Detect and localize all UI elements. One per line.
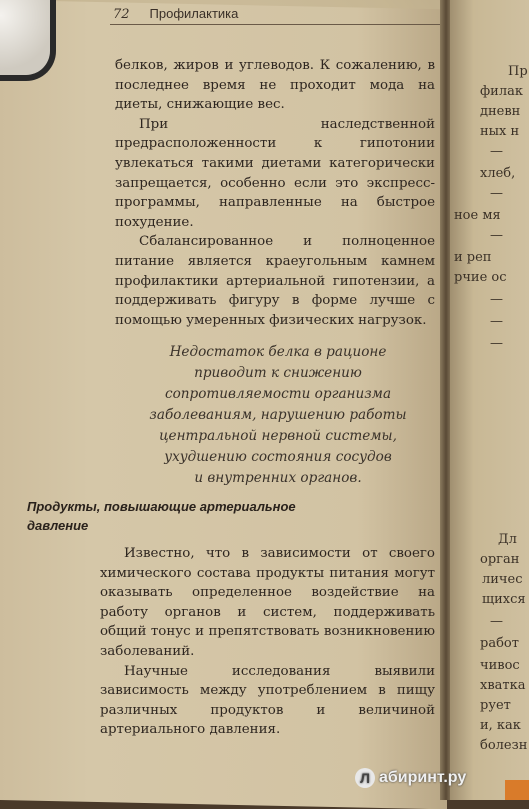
right-line: и реп bbox=[454, 250, 492, 265]
quote-line: заболеваниям, нарушению работы bbox=[149, 407, 407, 423]
paragraph: Сбалансированное и полноценное питание является краеугольным камнем профилактики артериальной гипотензии, а поддерживать фигуру в форме лучше с помощью умеренных физических нагрузок. bbox=[115, 234, 435, 328]
right-page bbox=[450, 0, 529, 800]
page-header bbox=[113, 6, 238, 22]
quote-line: сопротивляемости организма bbox=[164, 386, 392, 402]
highlight-quote bbox=[118, 342, 438, 489]
paragraph: При наследственной предрасположенности к гипотонии увлекаться такими диетами категорически запрещается, особенно если это экспресс-программы, направленные на быстрое похудение. bbox=[115, 116, 435, 230]
corner-tab bbox=[505, 780, 529, 800]
right-line: и, как bbox=[480, 718, 521, 733]
right-line: — bbox=[490, 314, 503, 329]
right-line: филак bbox=[480, 84, 523, 99]
right-line: дневн bbox=[480, 104, 521, 119]
body-text bbox=[115, 56, 435, 330]
right-line: ное мя bbox=[454, 208, 501, 223]
right-line: Дл bbox=[498, 532, 517, 547]
right-line: работ bbox=[480, 636, 519, 651]
right-line: болезн bbox=[480, 738, 528, 753]
paragraph: Известно, что в зависимости от своего химического состава продукты питания могут оказывать определенное воздействие на работу органов и систем, поддерживать общий тонус и препятствовать возникновению заболеваний. bbox=[100, 546, 435, 659]
right-line: Пр bbox=[508, 64, 528, 79]
right-line: орган bbox=[480, 552, 520, 567]
camera-strap-object bbox=[0, 0, 56, 81]
quote-line: приводит к снижению bbox=[194, 365, 362, 381]
labirint-logo-icon: Л bbox=[355, 768, 375, 788]
paragraph: Научные исследования выявили зависимость между употреблением в пищу различных продуктов и величиной артериального давления. bbox=[100, 663, 435, 738]
right-line: ных н bbox=[480, 124, 520, 139]
right-line: — bbox=[490, 186, 503, 201]
quote-line: и внутренних органов. bbox=[194, 470, 362, 486]
right-line: — bbox=[490, 336, 503, 351]
right-line: — bbox=[490, 614, 503, 629]
quote-line: ухудшению состояния сосудов bbox=[164, 449, 392, 465]
labirint-watermark bbox=[355, 768, 466, 788]
watermark-text: абиринт.ру bbox=[379, 769, 467, 786]
right-line: хватка bbox=[480, 678, 526, 693]
quote-line: центральной нервной системы, bbox=[159, 428, 397, 444]
header-divider bbox=[110, 24, 440, 25]
section-title: Профилактика bbox=[149, 6, 239, 21]
right-line: хлеб, bbox=[480, 166, 516, 181]
right-line: щихся bbox=[482, 592, 526, 607]
body-text-2 bbox=[100, 544, 435, 740]
paragraph: белков, жиров и углеводов. К сожалению, в последнее время не проходит мода на диеты, снижающие вес. bbox=[115, 58, 435, 113]
page-number: 72 bbox=[113, 7, 130, 22]
right-line: личес bbox=[482, 572, 523, 587]
right-line: — bbox=[490, 144, 503, 159]
section-heading: Продукты, повышающие артериальное давление bbox=[27, 499, 296, 533]
right-line: — bbox=[490, 228, 503, 243]
right-line: рует bbox=[480, 698, 511, 713]
right-line: — bbox=[490, 292, 503, 307]
right-line: чивос bbox=[480, 658, 520, 673]
quote-line: Недостаток белка в рационе bbox=[169, 344, 387, 360]
right-line: рчие ос bbox=[454, 270, 507, 285]
